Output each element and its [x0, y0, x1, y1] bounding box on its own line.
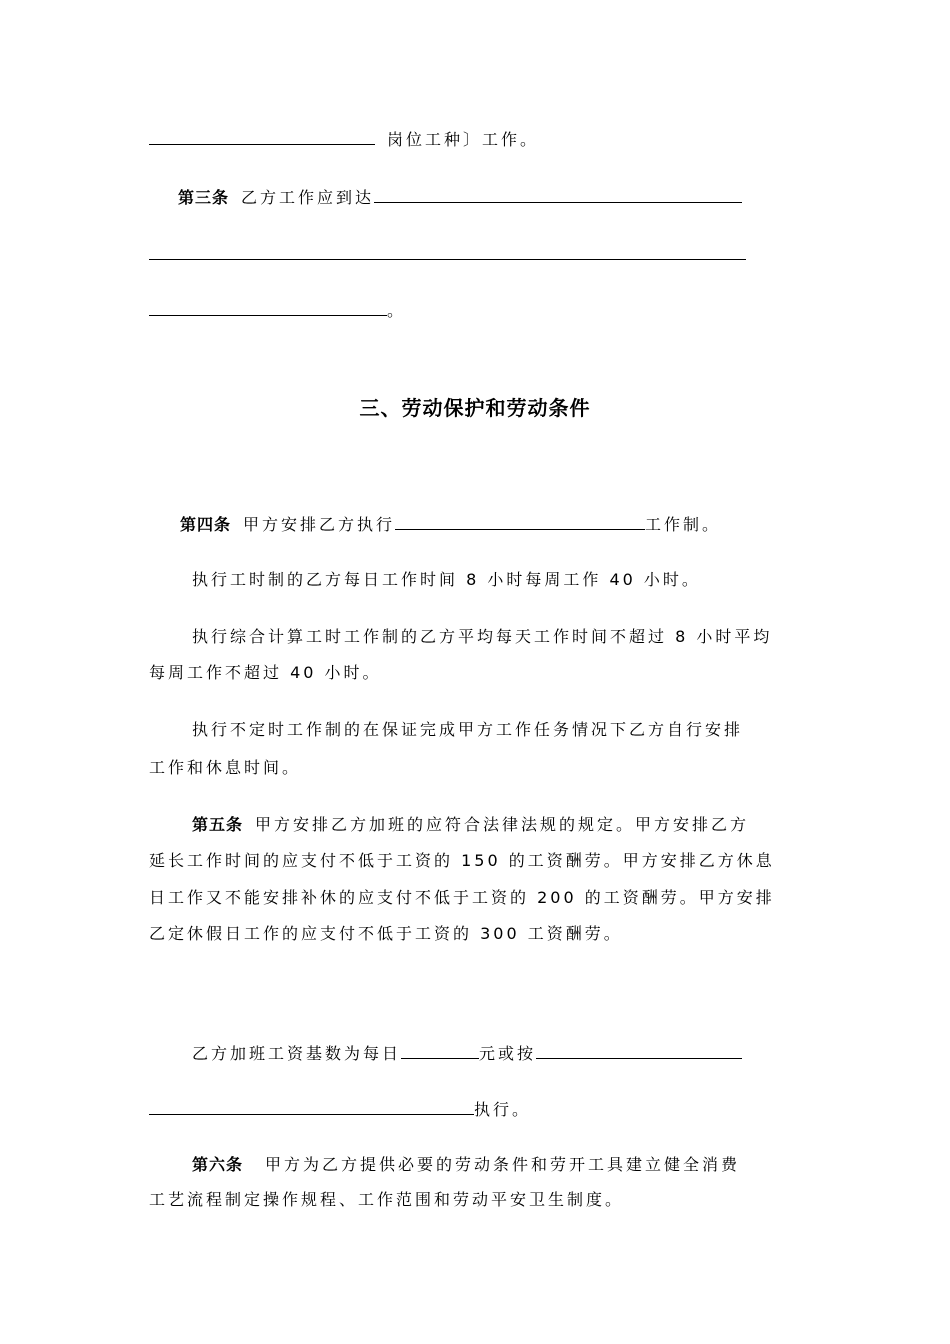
overtime-end-line — [149, 1098, 531, 1120]
line-job-type — [149, 128, 539, 150]
article-3-text: 乙方工作应到达 — [241, 188, 375, 207]
period: 。 — [387, 301, 407, 320]
overtime-line — [192, 1042, 742, 1064]
blank-field[interactable] — [149, 243, 746, 260]
job-type-text: 岗位工种〕工作。 — [387, 130, 540, 149]
article-6-label: 第六条 — [192, 1155, 244, 1174]
article-3-label: 第三条 — [178, 188, 230, 207]
article-5-line1 — [192, 815, 749, 835]
article-5-line1-text: 甲方安排乙方加班的应符合法律法规的规定。甲方安排乙方 — [255, 815, 750, 834]
blank-field[interactable] — [395, 513, 645, 530]
overtime-text-after: 执行。 — [474, 1100, 532, 1119]
article-3 — [178, 186, 742, 208]
blank-field[interactable] — [374, 186, 742, 203]
blank-field[interactable] — [149, 1098, 474, 1115]
article-4-p1: 执行工时制的乙方每日工作时间 8 小时每周工作 40 小时。 — [192, 570, 701, 589]
blank-field[interactable] — [149, 299, 387, 316]
article-4-p3-line1: 执行不定时工作制的在保证完成甲方工作任务情况下乙方自行安排 — [192, 720, 744, 739]
article-4-p2-line2: 每周工作不超过 40 小时。 — [149, 663, 382, 682]
article-3-end-line — [149, 299, 406, 321]
article-6-line2: 工艺流程制定操作规程、工作范围和劳动平安卫生制度。 — [149, 1190, 625, 1209]
overtime-text-before: 乙方加班工资基数为每日 — [192, 1044, 402, 1063]
overtime-text-middle: 元或按 — [479, 1044, 537, 1063]
article-4-p3-line2: 工作和休息时间。 — [149, 758, 302, 777]
article-5-line4: 乙定休假日工作的应支付不低于工资的 300 工资酬劳。 — [149, 924, 623, 943]
article-4-text-before: 甲方安排乙方执行 — [243, 515, 396, 534]
blank-field[interactable] — [536, 1042, 742, 1059]
article-4-p2-line1: 执行综合计算工时工作制的乙方平均每天工作时间不超过 8 小时平均 — [192, 627, 773, 646]
article-4-text-after: 工作制。 — [645, 515, 722, 534]
article-4-label: 第四条 — [180, 515, 232, 534]
blank-field[interactable] — [149, 128, 375, 145]
article-5-line2: 延长工作时间的应支付不低于工资的 150 的工资酬劳。甲方安排乙方休息 — [149, 851, 775, 870]
article-3-blank-line — [149, 243, 746, 265]
blank-field[interactable] — [401, 1042, 479, 1059]
article-5-label: 第五条 — [192, 815, 244, 834]
section-heading: 三、劳动保护和劳动条件 — [359, 396, 591, 420]
article-4 — [180, 513, 721, 535]
article-6-line1-text: 甲方为乙方提供必要的劳动条件和劳开工具建立健全消费 — [265, 1155, 741, 1174]
article-6-line1 — [192, 1155, 740, 1175]
article-5-line3: 日工作又不能安排补休的应支付不低于工资的 200 的工资酬劳。甲方安排 — [149, 888, 775, 907]
